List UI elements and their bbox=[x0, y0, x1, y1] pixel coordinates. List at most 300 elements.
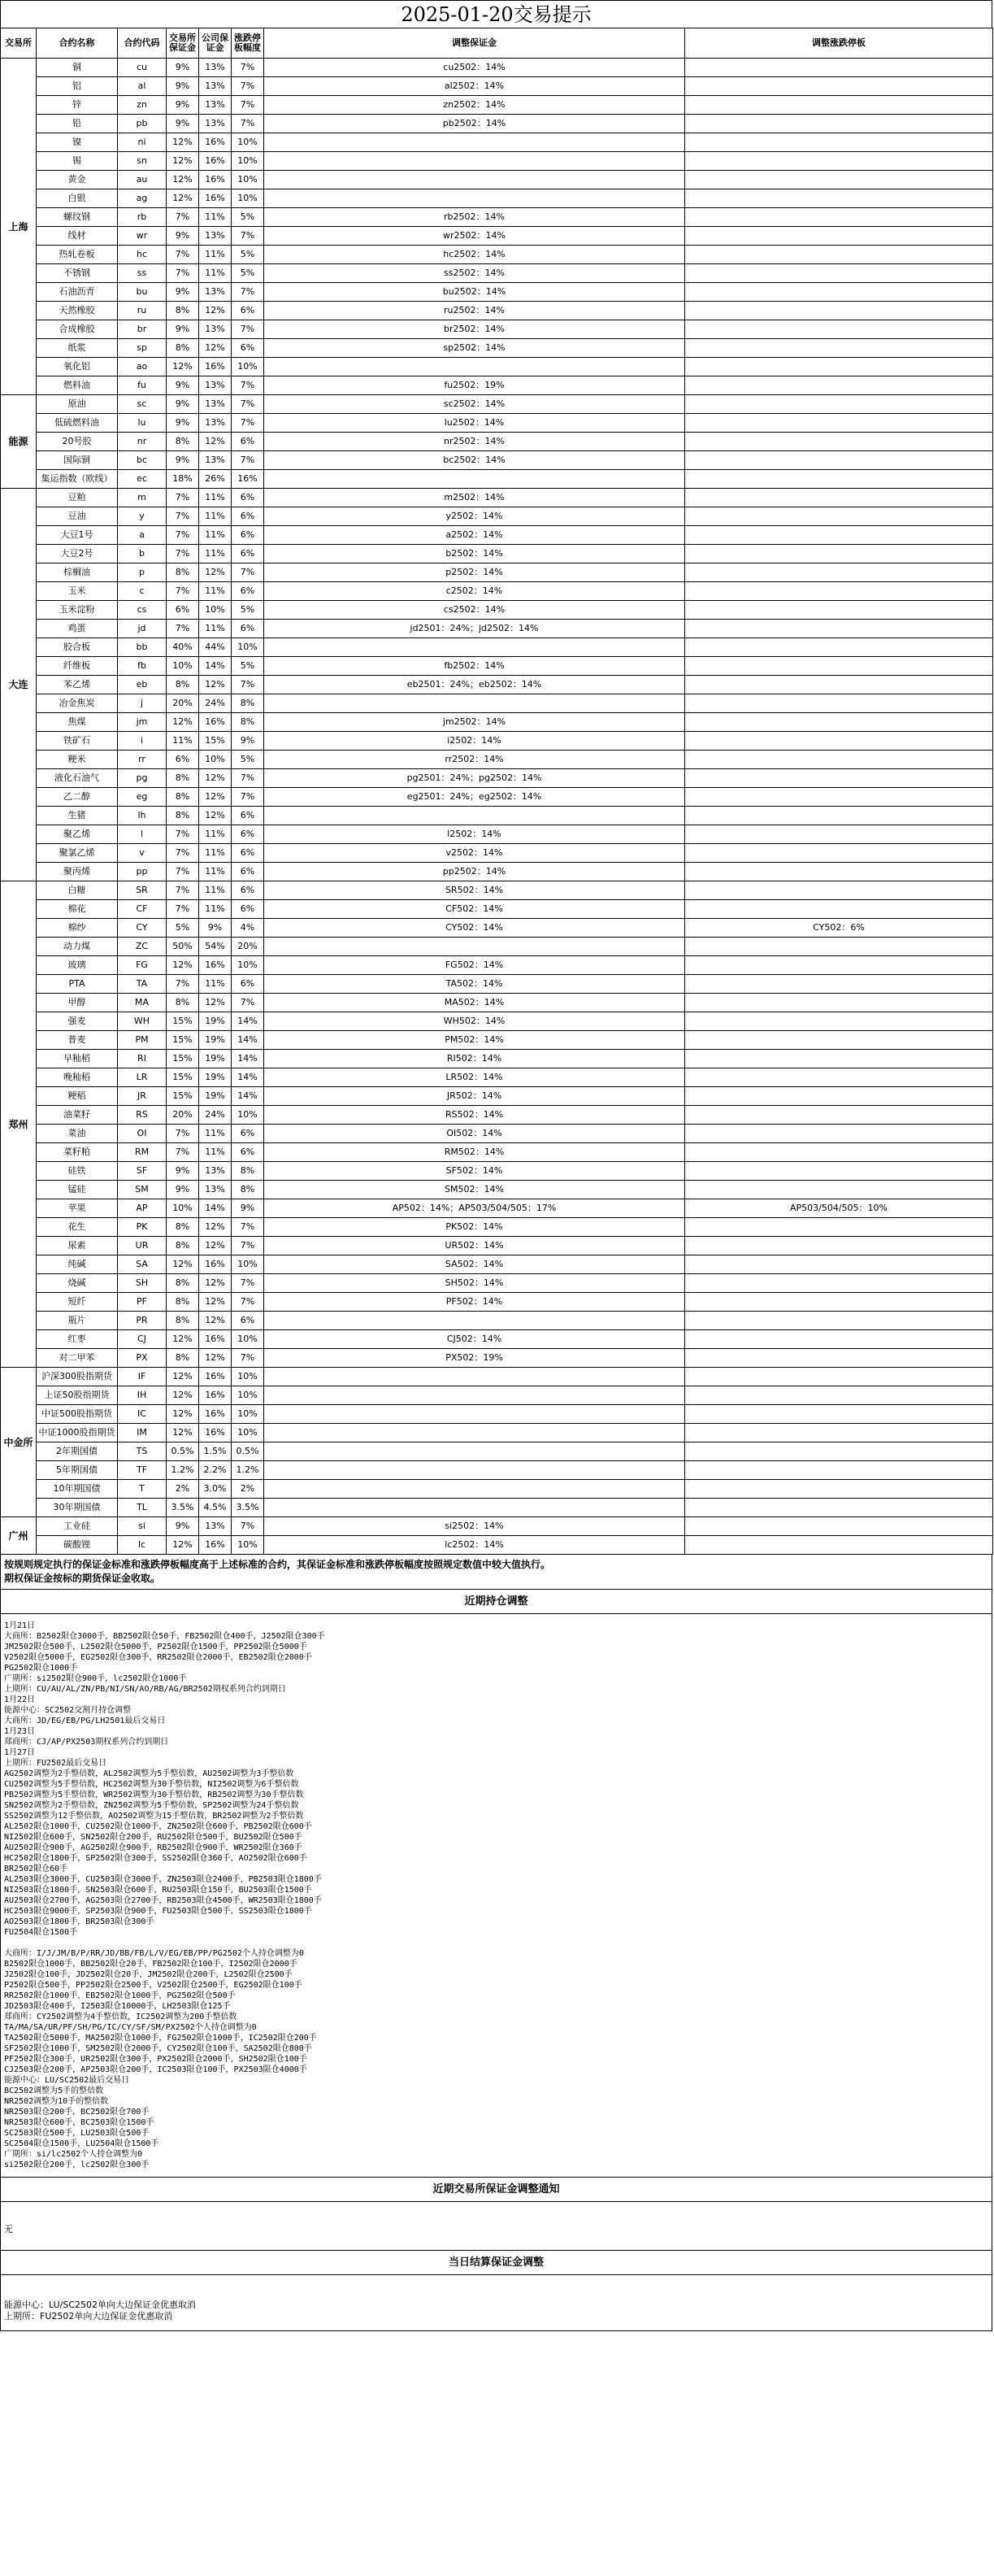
table-row bbox=[1, 694, 993, 713]
company-margin-cell: 24% bbox=[199, 1106, 232, 1125]
adjusted-limit-cell bbox=[685, 1087, 993, 1106]
exchange-margin-cell: 12% bbox=[167, 713, 199, 732]
price-limit-cell: 6% bbox=[232, 825, 264, 844]
contract-name-cell: 锡 bbox=[37, 152, 118, 171]
contract-code-cell: TF bbox=[118, 1461, 167, 1480]
contract-name-cell: 铜 bbox=[37, 59, 118, 77]
company-margin-cell: 10% bbox=[199, 751, 232, 769]
table-row bbox=[1, 96, 993, 115]
contract-name-cell: 20号胶 bbox=[37, 433, 118, 451]
company-margin-cell: 11% bbox=[199, 489, 232, 507]
adjusted-margin-cell bbox=[264, 694, 685, 713]
adjusted-limit-cell bbox=[685, 1517, 993, 1536]
price-limit-cell: 7% bbox=[232, 77, 264, 96]
price-limit-cell: 10% bbox=[232, 956, 264, 975]
company-margin-cell: 14% bbox=[199, 1199, 232, 1218]
table-row bbox=[1, 564, 993, 582]
table-row bbox=[1, 339, 993, 358]
adjusted-margin-cell bbox=[264, 1405, 685, 1424]
adjusted-limit-cell bbox=[685, 1274, 993, 1293]
adjusted-margin-cell: UR502：14% bbox=[264, 1237, 685, 1255]
adjusted-limit-cell bbox=[685, 694, 993, 713]
contract-name-cell: 30年期国债 bbox=[37, 1499, 118, 1517]
company-margin-cell: 15% bbox=[199, 732, 232, 751]
adjusted-margin-cell: JR502：14% bbox=[264, 1087, 685, 1106]
exchange-margin-cell: 15% bbox=[167, 1068, 199, 1087]
price-limit-cell: 10% bbox=[232, 1255, 264, 1274]
price-limit-cell: 6% bbox=[232, 339, 264, 358]
price-limit-cell: 7% bbox=[232, 769, 264, 788]
company-margin-cell: 13% bbox=[199, 320, 232, 339]
adjusted-limit-cell bbox=[685, 713, 993, 732]
table-row bbox=[1, 1143, 993, 1162]
contract-code-cell: OI bbox=[118, 1125, 167, 1143]
contract-name-cell: 石油沥青 bbox=[37, 283, 118, 302]
price-limit-cell: 6% bbox=[232, 900, 264, 919]
exchange-margin-cell: 1.2% bbox=[167, 1461, 199, 1480]
price-limit-cell: 10% bbox=[232, 1368, 264, 1386]
adjusted-limit-cell bbox=[685, 732, 993, 751]
company-margin-cell: 16% bbox=[199, 1255, 232, 1274]
price-limit-cell: 6% bbox=[232, 881, 264, 900]
contract-code-cell: c bbox=[118, 582, 167, 601]
table-row bbox=[1, 264, 993, 283]
contract-name-cell: 胶合板 bbox=[37, 638, 118, 657]
table-row bbox=[1, 1031, 993, 1050]
adjusted-limit-cell bbox=[685, 751, 993, 769]
exchange-margin-cell: 20% bbox=[167, 694, 199, 713]
company-margin-cell: 11% bbox=[199, 526, 232, 545]
adjusted-margin-cell: SH502：14% bbox=[264, 1274, 685, 1293]
adjusted-margin-cell: OI502：14% bbox=[264, 1125, 685, 1143]
contract-code-cell: jm bbox=[118, 713, 167, 732]
company-margin-cell: 12% bbox=[199, 1218, 232, 1237]
company-margin-cell: 11% bbox=[199, 264, 232, 283]
header-contract-code: 合约代码 bbox=[118, 28, 167, 59]
exchange-margin-cell: 9% bbox=[167, 59, 199, 77]
adjusted-margin-cell: PM502：14% bbox=[264, 1031, 685, 1050]
contract-code-cell: b bbox=[118, 545, 167, 564]
adjusted-margin-cell bbox=[264, 1424, 685, 1442]
contract-name-cell: 焦煤 bbox=[37, 713, 118, 732]
exchange-margin-cell: 8% bbox=[167, 1274, 199, 1293]
adjusted-limit-cell bbox=[685, 395, 993, 414]
contract-code-cell: IH bbox=[118, 1386, 167, 1405]
contract-name-cell: 普麦 bbox=[37, 1031, 118, 1050]
header-contract-name: 合约名称 bbox=[37, 28, 118, 59]
contract-code-cell: CF bbox=[118, 900, 167, 919]
contract-name-cell: 强麦 bbox=[37, 1012, 118, 1031]
table-row bbox=[1, 302, 993, 320]
company-margin-cell: 1.5% bbox=[199, 1442, 232, 1461]
contract-name-cell: 硅铁 bbox=[37, 1162, 118, 1181]
company-margin-cell: 12% bbox=[199, 807, 232, 825]
adjusted-limit-cell bbox=[685, 1293, 993, 1312]
table-row bbox=[1, 638, 993, 657]
adjusted-limit-cell bbox=[685, 769, 993, 788]
table-row bbox=[1, 1162, 993, 1181]
exchange-margin-cell: 12% bbox=[167, 133, 199, 152]
table-row bbox=[1, 1480, 993, 1499]
price-limit-cell: 7% bbox=[232, 283, 264, 302]
table-row bbox=[1, 1218, 993, 1237]
contract-name-cell: 玉米 bbox=[37, 582, 118, 601]
table-row bbox=[1, 1517, 993, 1536]
contract-name-cell: 瓶片 bbox=[37, 1312, 118, 1330]
company-margin-cell: 12% bbox=[199, 676, 232, 694]
price-limit-cell: 6% bbox=[232, 620, 264, 638]
price-limit-cell: 10% bbox=[232, 1405, 264, 1424]
adjusted-limit-cell bbox=[685, 825, 993, 844]
adjusted-margin-cell bbox=[264, 807, 685, 825]
adjusted-margin-cell: CJ502：14% bbox=[264, 1330, 685, 1349]
contract-code-cell: sp bbox=[118, 339, 167, 358]
exchange-margin-cell: 9% bbox=[167, 320, 199, 339]
company-margin-cell: 13% bbox=[199, 227, 232, 246]
contract-name-cell: 镍 bbox=[37, 133, 118, 152]
adjusted-limit-cell bbox=[685, 1012, 993, 1031]
adjusted-margin-cell: a2502：14% bbox=[264, 526, 685, 545]
adjusted-limit-cell bbox=[685, 601, 993, 620]
exchange-margin-cell: 10% bbox=[167, 657, 199, 676]
company-margin-cell: 12% bbox=[199, 1349, 232, 1368]
adjusted-limit-cell bbox=[685, 227, 993, 246]
contract-name-cell: 原油 bbox=[37, 395, 118, 414]
company-margin-cell: 11% bbox=[199, 900, 232, 919]
exchange-margin-cell: 8% bbox=[167, 676, 199, 694]
adjusted-margin-cell: nr2502：14% bbox=[264, 433, 685, 451]
table-row bbox=[1, 320, 993, 339]
adjusted-limit-cell bbox=[685, 77, 993, 96]
exchange-margin-cell: 9% bbox=[167, 96, 199, 115]
exchange-margin-cell: 9% bbox=[167, 376, 199, 395]
contract-name-cell: 粳米 bbox=[37, 751, 118, 769]
contract-code-cell: T bbox=[118, 1480, 167, 1499]
price-limit-cell: 7% bbox=[232, 1237, 264, 1255]
adjusted-margin-cell bbox=[264, 1368, 685, 1386]
header-company-margin: 公司保证金 bbox=[199, 28, 232, 59]
table-row bbox=[1, 881, 993, 900]
settle-margin-title: 当日结算保证金调整 bbox=[0, 2251, 992, 2275]
adjusted-limit-cell bbox=[685, 246, 993, 264]
exchange-margin-cell: 7% bbox=[167, 1125, 199, 1143]
adjusted-margin-cell: l2502：14% bbox=[264, 825, 685, 844]
price-limit-cell: 10% bbox=[232, 171, 264, 189]
table-row bbox=[1, 227, 993, 246]
adjusted-margin-cell: hc2502：14% bbox=[264, 246, 685, 264]
table-row bbox=[1, 788, 993, 807]
contract-name-cell: 玉米淀粉 bbox=[37, 601, 118, 620]
adjusted-limit-cell bbox=[685, 1181, 993, 1199]
table-row bbox=[1, 507, 993, 526]
company-margin-cell: 13% bbox=[199, 1162, 232, 1181]
price-limit-cell: 6% bbox=[232, 1125, 264, 1143]
adjusted-margin-cell: RI502：14% bbox=[264, 1050, 685, 1068]
contract-name-cell: 菜籽粕 bbox=[37, 1143, 118, 1162]
table-row bbox=[1, 77, 993, 96]
table-row bbox=[1, 807, 993, 825]
adjusted-margin-cell: bc2502：14% bbox=[264, 451, 685, 470]
adjusted-limit-cell bbox=[685, 582, 993, 601]
contract-code-cell: UR bbox=[118, 1237, 167, 1255]
price-limit-cell: 16% bbox=[232, 470, 264, 489]
exchange-margin-cell: 12% bbox=[167, 1368, 199, 1386]
adjusted-margin-cell: RM502：14% bbox=[264, 1143, 685, 1162]
company-margin-cell: 13% bbox=[199, 115, 232, 133]
contract-code-cell: wr bbox=[118, 227, 167, 246]
company-margin-cell: 16% bbox=[199, 152, 232, 171]
company-margin-cell: 12% bbox=[199, 1293, 232, 1312]
contract-name-cell: 燃料油 bbox=[37, 376, 118, 395]
table-row bbox=[1, 283, 993, 302]
table-row bbox=[1, 1199, 993, 1218]
company-margin-cell: 13% bbox=[199, 1517, 232, 1536]
company-margin-cell: 19% bbox=[199, 1087, 232, 1106]
table-row bbox=[1, 1293, 993, 1312]
price-limit-cell: 7% bbox=[232, 564, 264, 582]
adjusted-margin-cell: i2502：14% bbox=[264, 732, 685, 751]
contract-name-cell: 上证50股指期货 bbox=[37, 1386, 118, 1405]
contract-name-cell: 动力煤 bbox=[37, 938, 118, 956]
contract-name-cell: 苯乙烯 bbox=[37, 676, 118, 694]
price-limit-cell: 10% bbox=[232, 1536, 264, 1555]
contract-code-cell: MA bbox=[118, 994, 167, 1012]
contract-code-cell: au bbox=[118, 171, 167, 189]
adjusted-margin-cell: p2502：14% bbox=[264, 564, 685, 582]
exchange-margin-cell: 9% bbox=[167, 414, 199, 433]
adjusted-limit-cell bbox=[685, 1442, 993, 1461]
exchange-cell: 广州 bbox=[1, 1517, 37, 1555]
contract-name-cell: 黄金 bbox=[37, 171, 118, 189]
adjusted-limit-cell bbox=[685, 1106, 993, 1125]
exchange-cell: 郑州 bbox=[1, 881, 37, 1368]
contract-code-cell: cs bbox=[118, 601, 167, 620]
adjusted-limit-cell bbox=[685, 1386, 993, 1405]
company-margin-cell: 13% bbox=[199, 59, 232, 77]
contract-code-cell: fb bbox=[118, 657, 167, 676]
table-row bbox=[1, 189, 993, 208]
contract-code-cell: br bbox=[118, 320, 167, 339]
contract-code-cell: al bbox=[118, 77, 167, 96]
table-row bbox=[1, 358, 993, 376]
contract-name-cell: 聚氯乙烯 bbox=[37, 844, 118, 863]
contract-code-cell: RM bbox=[118, 1143, 167, 1162]
adjusted-limit-cell bbox=[685, 507, 993, 526]
price-limit-cell: 5% bbox=[232, 601, 264, 620]
adjusted-limit-cell bbox=[685, 994, 993, 1012]
table-row bbox=[1, 1068, 993, 1087]
adjusted-limit-cell bbox=[685, 1143, 993, 1162]
exchange-margin-cell: 7% bbox=[167, 881, 199, 900]
table-row bbox=[1, 825, 993, 844]
table-row bbox=[1, 526, 993, 545]
table-row bbox=[1, 376, 993, 395]
price-limit-cell: 7% bbox=[232, 1274, 264, 1293]
adjusted-limit-cell bbox=[685, 451, 993, 470]
adjusted-limit-cell bbox=[685, 1031, 993, 1050]
contract-name-cell: 烧碱 bbox=[37, 1274, 118, 1293]
adjusted-limit-cell bbox=[685, 320, 993, 339]
adjusted-limit-cell bbox=[685, 1068, 993, 1087]
adjusted-margin-cell: RS502：14% bbox=[264, 1106, 685, 1125]
adjusted-limit-cell bbox=[685, 283, 993, 302]
adjusted-margin-cell: br2502：14% bbox=[264, 320, 685, 339]
price-limit-cell: 14% bbox=[232, 1050, 264, 1068]
contract-name-cell: 集运指数（欧线） bbox=[37, 470, 118, 489]
company-margin-cell: 11% bbox=[199, 975, 232, 994]
exchange-cell: 能源 bbox=[1, 395, 37, 489]
contract-code-cell: TA bbox=[118, 975, 167, 994]
company-margin-cell: 19% bbox=[199, 1031, 232, 1050]
header-adjusted-margin: 调整保证金 bbox=[264, 28, 685, 59]
contract-code-cell: j bbox=[118, 694, 167, 713]
exchange-margin-cell: 8% bbox=[167, 1237, 199, 1255]
contract-code-cell: RI bbox=[118, 1050, 167, 1068]
adjusted-limit-cell bbox=[685, 807, 993, 825]
contract-code-cell: PX bbox=[118, 1349, 167, 1368]
table-row bbox=[1, 975, 993, 994]
table-row bbox=[1, 713, 993, 732]
contract-code-cell: lh bbox=[118, 807, 167, 825]
exchange-margin-cell: 7% bbox=[167, 863, 199, 881]
price-limit-cell: 7% bbox=[232, 676, 264, 694]
table-row bbox=[1, 246, 993, 264]
exchange-margin-cell: 7% bbox=[167, 246, 199, 264]
company-margin-cell: 11% bbox=[199, 246, 232, 264]
price-limit-cell: 7% bbox=[232, 320, 264, 339]
price-limit-cell: 14% bbox=[232, 1012, 264, 1031]
exchange-margin-cell: 8% bbox=[167, 788, 199, 807]
adjusted-limit-cell bbox=[685, 638, 993, 657]
table-row bbox=[1, 1050, 993, 1068]
header-adjusted-limit: 调整涨跌停板 bbox=[685, 28, 993, 59]
exchange-margin-cell: 6% bbox=[167, 751, 199, 769]
exchange-margin-cell: 7% bbox=[167, 545, 199, 564]
adjusted-margin-cell: SA502：14% bbox=[264, 1255, 685, 1274]
contract-code-cell: LR bbox=[118, 1068, 167, 1087]
price-limit-cell: 6% bbox=[232, 975, 264, 994]
adjusted-limit-cell bbox=[685, 152, 993, 171]
contract-code-cell: ag bbox=[118, 189, 167, 208]
exchange-margin-cell: 8% bbox=[167, 769, 199, 788]
contract-code-cell: bu bbox=[118, 283, 167, 302]
price-limit-cell: 8% bbox=[232, 1162, 264, 1181]
adjusted-margin-cell: y2502：14% bbox=[264, 507, 685, 526]
contract-name-cell: 氧化铝 bbox=[37, 358, 118, 376]
company-margin-cell: 12% bbox=[199, 1237, 232, 1255]
company-margin-cell: 12% bbox=[199, 1274, 232, 1293]
contract-code-cell: PM bbox=[118, 1031, 167, 1050]
company-margin-cell: 11% bbox=[199, 863, 232, 881]
company-margin-cell: 13% bbox=[199, 283, 232, 302]
company-margin-cell: 12% bbox=[199, 769, 232, 788]
company-margin-cell: 26% bbox=[199, 470, 232, 489]
margin-table bbox=[0, 28, 993, 1555]
company-margin-cell: 16% bbox=[199, 133, 232, 152]
company-margin-cell: 19% bbox=[199, 1012, 232, 1031]
adjusted-margin-cell: lc2502：14% bbox=[264, 1536, 685, 1555]
adjusted-margin-cell: rb2502：14% bbox=[264, 208, 685, 227]
exchange-margin-cell: 15% bbox=[167, 1031, 199, 1050]
price-limit-cell: 7% bbox=[232, 1349, 264, 1368]
company-margin-cell: 16% bbox=[199, 1424, 232, 1442]
contract-code-cell: JR bbox=[118, 1087, 167, 1106]
adjusted-margin-cell: b2502：14% bbox=[264, 545, 685, 564]
price-limit-cell: 10% bbox=[232, 1106, 264, 1125]
contract-name-cell: 红枣 bbox=[37, 1330, 118, 1349]
table-row bbox=[1, 115, 993, 133]
contract-name-cell: 锌 bbox=[37, 96, 118, 115]
company-margin-cell: 12% bbox=[199, 433, 232, 451]
company-margin-cell: 11% bbox=[199, 844, 232, 863]
exchange-cell: 中金所 bbox=[1, 1368, 37, 1517]
price-limit-cell: 7% bbox=[232, 115, 264, 133]
table-row bbox=[1, 1424, 993, 1442]
adjusted-margin-cell: sc2502：14% bbox=[264, 395, 685, 414]
exchange-margin-cell: 9% bbox=[167, 395, 199, 414]
exchange-margin-cell: 40% bbox=[167, 638, 199, 657]
contract-code-cell: SR bbox=[118, 881, 167, 900]
contract-name-cell: 甲醇 bbox=[37, 994, 118, 1012]
contract-name-cell: 铁矿石 bbox=[37, 732, 118, 751]
exchange-margin-cell: 7% bbox=[167, 507, 199, 526]
company-margin-cell: 9% bbox=[199, 919, 232, 938]
adjusted-limit-cell bbox=[685, 900, 993, 919]
contract-code-cell: AP bbox=[118, 1199, 167, 1218]
table-row bbox=[1, 433, 993, 451]
adjusted-limit-cell bbox=[685, 1162, 993, 1181]
contract-name-cell: 国际铜 bbox=[37, 451, 118, 470]
exchange-margin-cell: 15% bbox=[167, 1087, 199, 1106]
company-margin-cell: 11% bbox=[199, 620, 232, 638]
company-margin-cell: 12% bbox=[199, 564, 232, 582]
exchange-margin-cell: 7% bbox=[167, 489, 199, 507]
contract-code-cell: sc bbox=[118, 395, 167, 414]
company-margin-cell: 11% bbox=[199, 507, 232, 526]
adjusted-limit-cell bbox=[685, 1255, 993, 1274]
adjusted-margin-cell bbox=[264, 470, 685, 489]
adjusted-limit-cell bbox=[685, 1312, 993, 1330]
price-limit-cell: 5% bbox=[232, 751, 264, 769]
adjusted-limit-cell bbox=[685, 1480, 993, 1499]
table-row bbox=[1, 601, 993, 620]
contract-name-cell: 锰硅 bbox=[37, 1181, 118, 1199]
company-margin-cell: 4.5% bbox=[199, 1499, 232, 1517]
contract-name-cell: 棉纱 bbox=[37, 919, 118, 938]
adjusted-margin-cell: pb2502：14% bbox=[264, 115, 685, 133]
exchange-margin-cell: 7% bbox=[167, 526, 199, 545]
adjusted-margin-cell bbox=[264, 1312, 685, 1330]
price-limit-cell: 10% bbox=[232, 189, 264, 208]
contract-name-cell: 10年期国债 bbox=[37, 1480, 118, 1499]
exchange-margin-cell: 18% bbox=[167, 470, 199, 489]
contract-name-cell: 粳稻 bbox=[37, 1087, 118, 1106]
table-row bbox=[1, 1237, 993, 1255]
price-limit-cell: 7% bbox=[232, 395, 264, 414]
table-row bbox=[1, 59, 993, 77]
table-header-row bbox=[1, 28, 993, 59]
contract-name-cell: 线材 bbox=[37, 227, 118, 246]
margin-notice-body: 无 bbox=[0, 2202, 992, 2251]
contract-code-cell: PF bbox=[118, 1293, 167, 1312]
contract-name-cell: 工业硅 bbox=[37, 1517, 118, 1536]
contract-name-cell: 晚籼稻 bbox=[37, 1068, 118, 1087]
price-limit-cell: 14% bbox=[232, 1068, 264, 1087]
table-row bbox=[1, 1087, 993, 1106]
contract-code-cell: PK bbox=[118, 1218, 167, 1237]
contract-code-cell: SF bbox=[118, 1162, 167, 1181]
contract-code-cell: ni bbox=[118, 133, 167, 152]
